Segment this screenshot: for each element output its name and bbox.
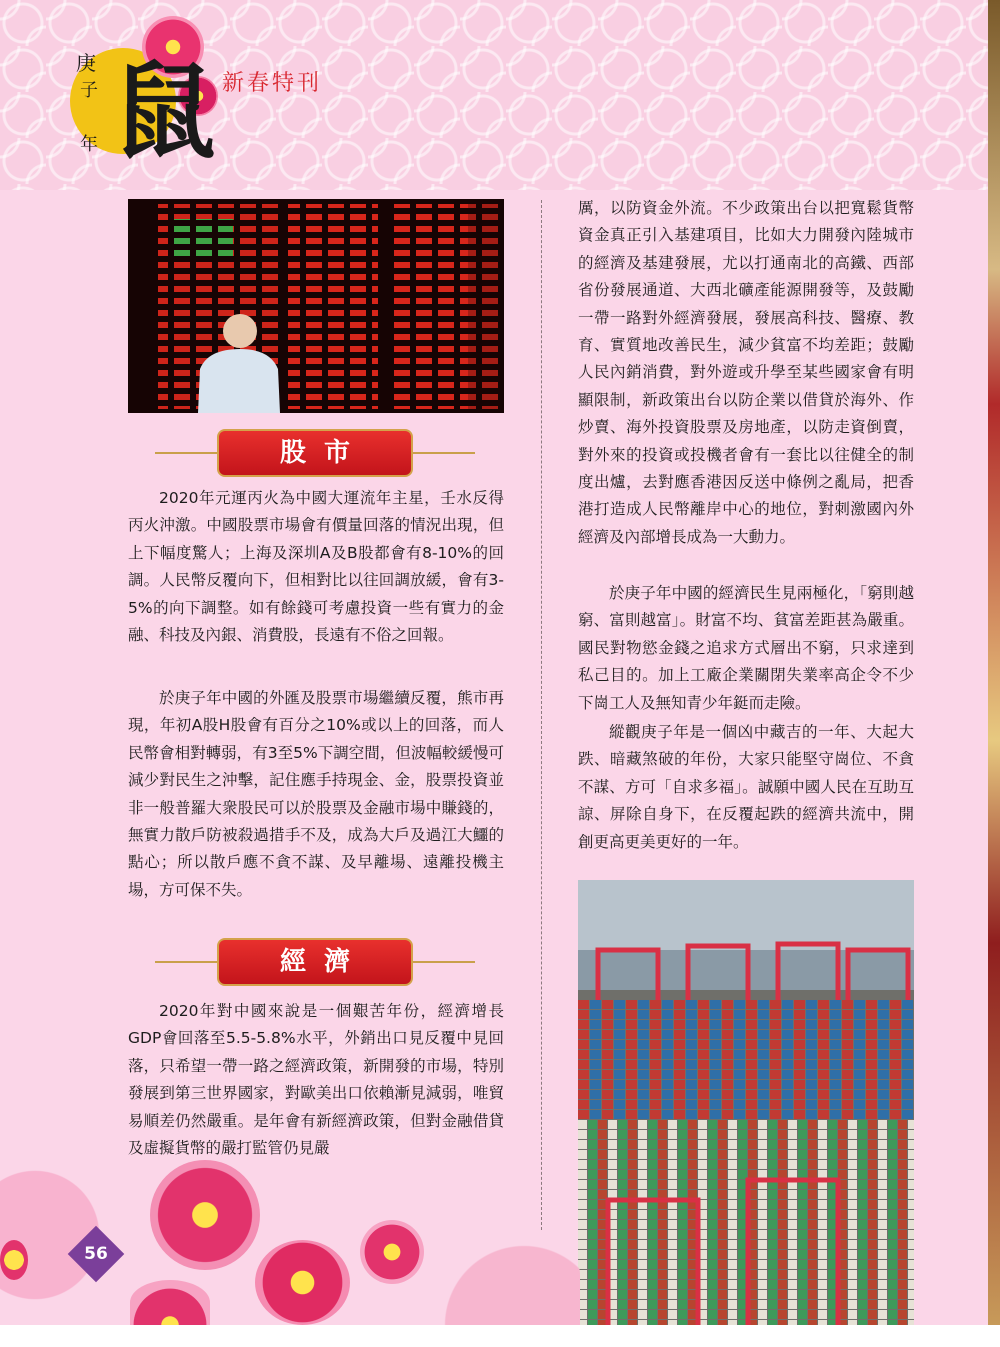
- logo-char-geng: 庚: [76, 51, 96, 75]
- flower-decoration: [255, 1240, 350, 1325]
- flower-decoration: [150, 1160, 260, 1270]
- stock-board-illustration: [128, 199, 504, 413]
- container-port-photo: [578, 880, 914, 1325]
- stock-market-paragraph-2: 於庚子年中國的外匯及股票市場繼續反覆，熊市再現，年初A股H股會有百分之10%或以上的回落，而人民幣會相對轉弱，有3至5%下調空間，但波幅較緩慢可減少對民生之沖擊，記住應手持現金、金，股票投資並非一般普羅大衆股民可以於股票及金融市場中賺錢的，無實力散戶防被殺過措手不及，成為大戶及過江大鱷的點心；所以散戶應不貪不謀、及早離場、遠離投機主場，方可保不失。: [128, 689, 504, 899]
- next-page-edge: [988, 0, 1000, 1347]
- stock-market-section-header: [155, 429, 475, 477]
- flower-decoration: [360, 1220, 424, 1284]
- logo-char-shu: 鼠: [111, 50, 216, 173]
- stock-board-photo: [128, 199, 504, 413]
- stock-market-paragraph-1: 2020年元運丙火為中國大運流年主星，壬水反得丙火沖激。中國股票市場會有價量回落的情況出現，但上下幅度驚人；上海及深圳A及B股都會有8-10%的回調。人民幣反覆向下，但相對比以往回調放緩，會有3-5%的向下調整。如有餘錢可考慮投資一些有實力的金融、科技及內銀、消費股，長遠有不俗之回報。: [128, 489, 504, 645]
- logo-char-zi: 子: [80, 80, 98, 101]
- economy-paragraph-3: 縱觀庚子年是一個凶中藏吉的一年、大起大跌、暗藏煞破的年份，大家只能堅守崗位、不貪不謀、方可「自求多福」。誠願中國人民在互助互諒、屏除自身下，在反覆起跌的經濟共流中，開創更高更美更好的一年。: [578, 723, 914, 851]
- flower-decoration: [440, 1225, 580, 1325]
- flower-decoration: [130, 1280, 210, 1325]
- feature-title: 新春特刊: [222, 71, 323, 96]
- column-divider: [541, 200, 542, 1230]
- container-port-illustration: [578, 880, 914, 1325]
- economy-paragraph-2: 於庚子年中國的經濟民生見兩極化，「窮則越窮、富則越富」。財富不均、貧富差距甚為嚴重。國民對物慾金錢之追求方式層出不窮，只求達到私己目的。加上工廠企業關閉失業率高企令不少下崗工人及無知青少年鋌而走險。: [578, 584, 914, 712]
- page-number: 56: [84, 1244, 108, 1264]
- economy-continued-paragraph: 厲，以防資金外流。不少政策出台以把寬鬆貨幣資金真正引入基建項目，比如大力開發內陸城市的經濟及基建發展，尤以打通南北的高鐵、西部省份發展通道、大西北礦產能源開發等，及鼓勵一帶一路對外經濟發展，發展高科技、醫療、教育、實質地改善民生，減少貧富不均差距；鼓勵人民內銷消費，對外遊或升學至某些國家會有明顯限制，新政策出台以防企業以借貸於海外、作炒賣、海外投資股票及房地產，以防走資倒賣，對外來的投資或投機者會有一套比以往健全的制度出爐，去對應香港因反送中條例之亂局，把香港打造成人民幣離岸中心的地位，對刺激國內外經濟及內部增長成為一大動力。: [578, 199, 914, 546]
- logo-char-nian: 年: [80, 134, 98, 155]
- economy-section-header: [155, 938, 475, 986]
- page-bottom-margin: [0, 1325, 1000, 1347]
- stock-market-title: 股市: [217, 429, 413, 477]
- economy-title: 經濟: [217, 938, 413, 986]
- flower-decoration: [0, 1240, 28, 1280]
- economy-paragraph-1: 2020年對中國來說是一個艱苦年份，經濟增長GDP會回落至5.5-5.8%水平，外銷出口見反覆中見回落，只希望一帶一路之經濟政策，新開發的市場，特別發展到第三世界國家，對歐美出口依賴漸見減弱，唯貿易順差仍然嚴重。是年會有新經濟政策，但對金融借貸及虛擬貨幣的嚴打監管仍見嚴: [128, 1002, 504, 1158]
